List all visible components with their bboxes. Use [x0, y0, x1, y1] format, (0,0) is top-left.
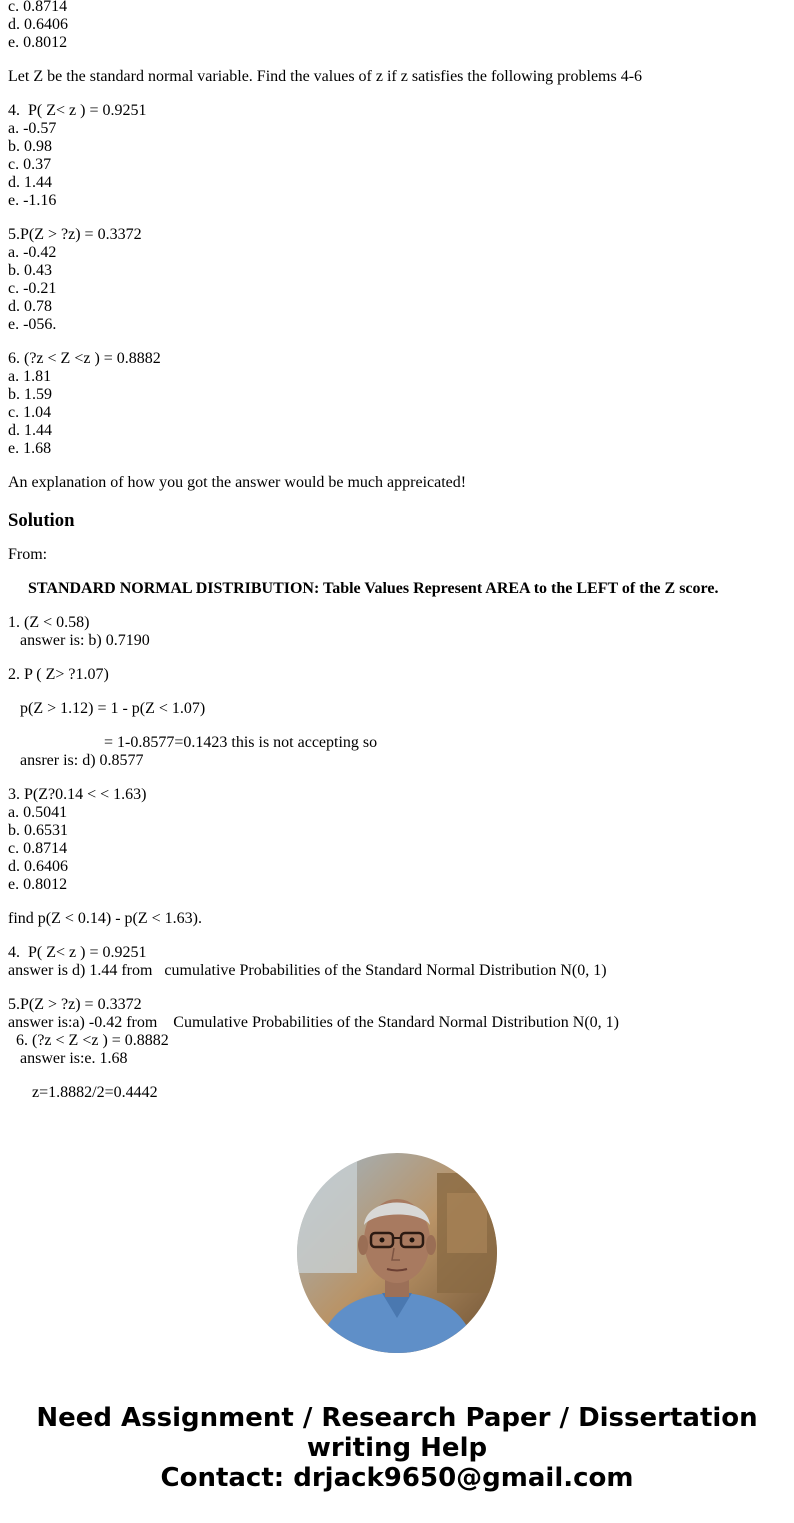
avatar: [297, 1153, 497, 1353]
solution-line: 2. P ( Z> ?1.07): [8, 666, 109, 683]
solution-line: 3. P(Z?0.14 < < 1.63): [8, 786, 147, 803]
option-line: d. 0.6406: [8, 16, 68, 33]
option-line: a. 0.5041: [8, 804, 68, 821]
solution-line: answer is:e. 1.68: [8, 1050, 128, 1067]
footer-banner: [0, 1403, 794, 1493]
option-line: d. 0.6406: [8, 858, 68, 875]
option-line: c. 0.8714: [8, 840, 68, 857]
solution-line: = 1-0.8577=0.1423 this is not accepting so: [8, 734, 378, 751]
option-line: c. 0.8714: [8, 0, 68, 15]
intro-text: Let Z be the standard normal variable. Find the values of z if z satisfies the following problems 4-6: [8, 68, 643, 85]
solution-line: answer is d) 1.44 from cumulative Probabilities of the Standard Normal Distribution N(0, 1): [8, 962, 607, 979]
solution-line: z=1.8882/2=0.4442: [8, 1084, 158, 1101]
footer-line-2: writing Help: [306, 1433, 488, 1463]
solution-line: 6. (?z < Z <z ) = 0.8882: [8, 1032, 169, 1049]
option-line: a. 1.81: [8, 368, 52, 385]
option-line: c. 1.04: [8, 404, 52, 421]
solution-line: find p(Z < 0.14) - p(Z < 1.63).: [8, 910, 203, 927]
solution-line: p(Z > 1.12) = 1 - p(Z < 1.07): [8, 700, 206, 717]
document-body: [8, 0, 786, 1102]
option-line: b. 0.6531: [8, 822, 68, 839]
option-line: e. 1.68: [8, 440, 52, 457]
solution-line: 4. P( Z< z ) = 0.9251: [8, 944, 147, 961]
question-6-stem: 6. (?z < Z <z ) = 0.8882: [8, 350, 161, 367]
option-line: d. 1.44: [8, 422, 52, 439]
footer-line-1: Need Assignment / Research Paper / Dissertation: [36, 1403, 758, 1433]
option-line: c. -0.21: [8, 280, 57, 297]
option-line: d. 0.78: [8, 298, 52, 315]
solution-line: answer is: b) 0.7190: [8, 632, 150, 649]
closing-text: An explanation of how you got the answer would be much appreicated!: [8, 474, 467, 491]
footer-contact: Contact: drjack9650@gmail.com: [160, 1463, 634, 1493]
option-line: e. -1.16: [8, 192, 57, 209]
option-line: b. 0.43: [8, 262, 52, 279]
option-line: e. -056.: [8, 316, 57, 333]
solution-line: 1. (Z < 0.58): [8, 614, 90, 631]
solution-line: 5.P(Z > ?z) = 0.3372: [8, 996, 142, 1013]
from-label: From:: [8, 546, 48, 563]
option-line: e. 0.8012: [8, 34, 68, 51]
question-4-stem: 4. P( Z< z ) = 0.9251: [8, 102, 147, 119]
option-line: e. 0.8012: [8, 876, 68, 893]
table-heading: STANDARD NORMAL DISTRIBUTION: Table Values Represent AREA to the LEFT of the Z score.: [8, 580, 719, 597]
option-line: d. 1.44: [8, 174, 52, 191]
solution-line: answer is:a) -0.42 from Cumulative Probabilities of the Standard Normal Distribution N(0, 1): [8, 1014, 619, 1031]
option-line: a. -0.57: [8, 120, 57, 137]
option-line: a. -0.42: [8, 244, 57, 261]
person-portrait-icon: [297, 1153, 497, 1353]
solution-heading: Solution: [8, 510, 75, 531]
option-line: c. 0.37: [8, 156, 52, 173]
option-line: b. 1.59: [8, 386, 52, 403]
solution-line: ansrer is: d) 0.8577: [8, 752, 144, 769]
option-line: b. 0.98: [8, 138, 52, 155]
question-5-stem: 5.P(Z > ?z) = 0.3372: [8, 226, 142, 243]
